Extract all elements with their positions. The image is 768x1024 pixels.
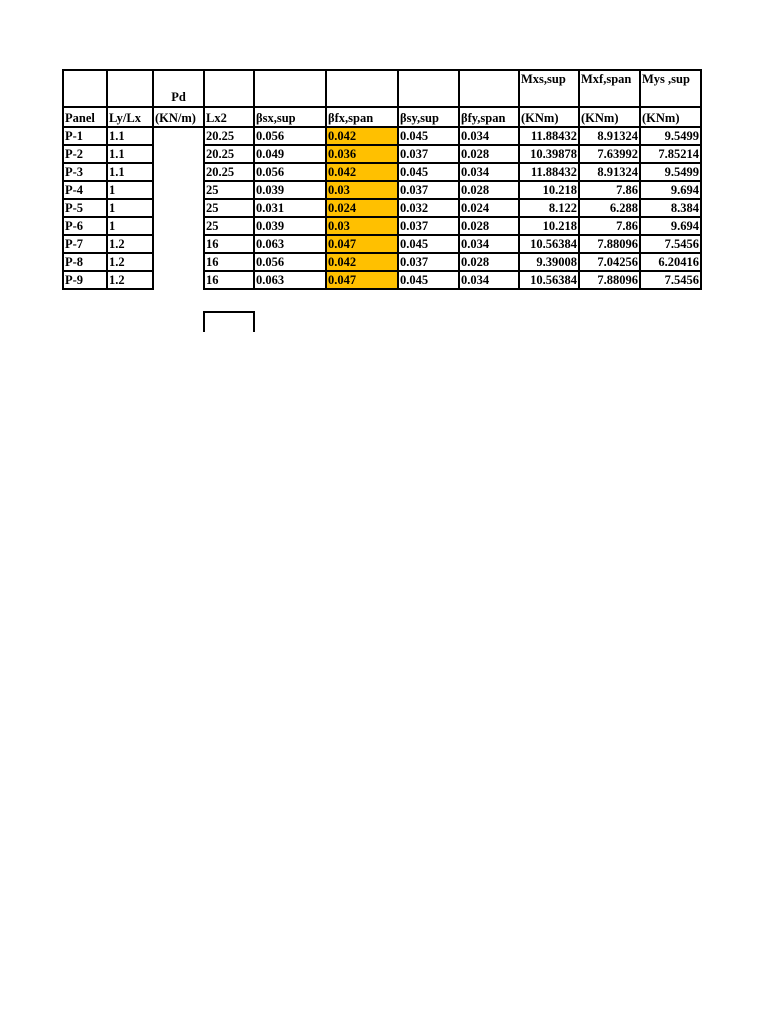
cell-bsx-sup: 0.039 — [254, 181, 326, 199]
cell-pd — [153, 253, 204, 271]
cell-bsy-sup: 0.045 — [398, 163, 459, 181]
cell-bfy-span: 0.028 — [459, 181, 519, 199]
cell-bsx-sup: 0.056 — [254, 253, 326, 271]
header-cell-empty — [254, 70, 326, 107]
cell-bfy-span: 0.034 — [459, 163, 519, 181]
cell-mxs-sup: 10.218 — [519, 217, 579, 235]
header-mxf-span: Mxf,span — [579, 70, 640, 107]
cell-ly-lx: 1 — [107, 181, 153, 199]
cell-mxs-sup: 11.88432 — [519, 163, 579, 181]
cell-bsy-sup: 0.045 — [398, 127, 459, 145]
cell-bsy-sup: 0.037 — [398, 181, 459, 199]
header-cell-empty — [107, 70, 153, 107]
cell-bfy-span: 0.024 — [459, 199, 519, 217]
table-row — [63, 163, 701, 181]
cell-panel: P-8 — [63, 253, 107, 271]
cell-mxf-span: 7.04256 — [579, 253, 640, 271]
cell-bsx-sup: 0.056 — [254, 163, 326, 181]
cell-panel: P-4 — [63, 181, 107, 199]
cell-pd — [153, 217, 204, 235]
table-row — [63, 271, 701, 289]
cell-mys-sup: 7.5456 — [640, 235, 701, 253]
cell-panel: P-3 — [63, 163, 107, 181]
cell-mxs-sup: 9.39008 — [519, 253, 579, 271]
cell-mxf-span: 6.288 — [579, 199, 640, 217]
header-mxf-unit: (KNm) — [579, 107, 640, 127]
cell-bsx-sup: 0.039 — [254, 217, 326, 235]
cell-bfx-span: 0.047 — [326, 235, 398, 253]
cell-pd — [153, 235, 204, 253]
cell-lx2: 20.25 — [204, 163, 254, 181]
cell-bfy-span: 0.028 — [459, 145, 519, 163]
cell-mxf-span: 7.88096 — [579, 235, 640, 253]
cell-bfx-span: 0.047 — [326, 271, 398, 289]
cell-bsy-sup: 0.045 — [398, 235, 459, 253]
cell-mxs-sup: 10.56384 — [519, 235, 579, 253]
cell-bfy-span: 0.028 — [459, 217, 519, 235]
header-mys-sup: Mys ,sup — [640, 70, 701, 107]
header-cell-empty — [63, 70, 107, 107]
cell-pd — [153, 271, 204, 289]
cell-mys-sup: 9.5499 — [640, 163, 701, 181]
cell-mxs-sup: 10.56384 — [519, 271, 579, 289]
cell-lx2: 20.25 — [204, 145, 254, 163]
cell-ly-lx: 1 — [107, 217, 153, 235]
cell-bsy-sup: 0.045 — [398, 271, 459, 289]
header-mxs-sup: Mxs,sup — [519, 70, 579, 107]
cell-lx2: 25 — [204, 181, 254, 199]
header-bfy-span: βfy,span — [459, 107, 519, 127]
table-body — [63, 70, 701, 289]
cell-pd — [153, 199, 204, 217]
cell-pd — [153, 181, 204, 199]
cell-mys-sup: 7.5456 — [640, 271, 701, 289]
cell-mys-sup: 6.20416 — [640, 253, 701, 271]
table-row — [63, 235, 701, 253]
cell-ly-lx: 1.2 — [107, 271, 153, 289]
cell-panel: P-9 — [63, 271, 107, 289]
cell-mxs-sup: 8.122 — [519, 199, 579, 217]
cell-mxf-span: 8.91324 — [579, 163, 640, 181]
cell-mxs-sup: 10.39878 — [519, 145, 579, 163]
header-bfx-span: βfx,span — [326, 107, 398, 127]
header-cell-empty — [459, 70, 519, 107]
cell-mys-sup: 7.85214 — [640, 145, 701, 163]
header-cell-empty — [326, 70, 398, 107]
header-pd: Pd — [153, 70, 204, 107]
header-ly-lx: Ly/Lx — [107, 107, 153, 127]
cell-pd — [153, 127, 204, 145]
cell-mxf-span: 7.86 — [579, 181, 640, 199]
table-row — [63, 199, 701, 217]
cell-bfx-span: 0.03 — [326, 217, 398, 235]
header-row-top — [63, 70, 701, 107]
cell-mxf-span: 7.88096 — [579, 271, 640, 289]
header-bsx-sup: βsx,sup — [254, 107, 326, 127]
cell-mxf-span: 7.63992 — [579, 145, 640, 163]
cell-ly-lx: 1 — [107, 199, 153, 217]
cell-lx2: 16 — [204, 271, 254, 289]
cell-lx2: 16 — [204, 253, 254, 271]
header-mxs-unit: (KNm) — [519, 107, 579, 127]
cell-lx2: 20.25 — [204, 127, 254, 145]
cell-ly-lx: 1.2 — [107, 253, 153, 271]
header-mys-unit: (KNm) — [640, 107, 701, 127]
cell-bsy-sup: 0.037 — [398, 253, 459, 271]
cell-bfx-span: 0.042 — [326, 127, 398, 145]
cell-ly-lx: 1.1 — [107, 127, 153, 145]
table-row — [63, 253, 701, 271]
cell-ly-lx: 1.1 — [107, 163, 153, 181]
cell-panel: P-2 — [63, 145, 107, 163]
cell-panel: P-6 — [63, 217, 107, 235]
cell-panel: P-5 — [63, 199, 107, 217]
moment-table — [62, 69, 702, 290]
header-bsy-sup: βsy,sup — [398, 107, 459, 127]
cell-ly-lx: 1.2 — [107, 235, 153, 253]
cell-bfx-span: 0.036 — [326, 145, 398, 163]
cell-bsx-sup: 0.063 — [254, 271, 326, 289]
table-row — [63, 127, 701, 145]
header-pd-unit: (KN/m) — [153, 107, 204, 127]
cell-bsx-sup: 0.063 — [254, 235, 326, 253]
cell-bfy-span: 0.034 — [459, 127, 519, 145]
cell-panel: P-1 — [63, 127, 107, 145]
cell-bsx-sup: 0.056 — [254, 127, 326, 145]
cell-lx2: 16 — [204, 235, 254, 253]
cell-lx2: 25 — [204, 217, 254, 235]
cell-bfx-span: 0.03 — [326, 181, 398, 199]
cell-mxs-sup: 10.218 — [519, 181, 579, 199]
table-row — [63, 181, 701, 199]
cell-mys-sup: 9.694 — [640, 181, 701, 199]
cell-mys-sup: 8.384 — [640, 199, 701, 217]
header-cell-empty — [398, 70, 459, 107]
cell-bfy-span: 0.028 — [459, 253, 519, 271]
cell-bsx-sup: 0.031 — [254, 199, 326, 217]
cell-bsx-sup: 0.049 — [254, 145, 326, 163]
cell-ly-lx: 1.1 — [107, 145, 153, 163]
header-lx2: Lx2 — [204, 107, 254, 127]
header-cell-empty — [204, 70, 254, 107]
cell-bfx-span: 0.042 — [326, 163, 398, 181]
lx2-column-continuation — [203, 311, 255, 332]
cell-pd — [153, 163, 204, 181]
header-row — [63, 107, 701, 127]
cell-bsy-sup: 0.032 — [398, 199, 459, 217]
cell-mxf-span: 7.86 — [579, 217, 640, 235]
cell-bfx-span: 0.042 — [326, 253, 398, 271]
cell-mys-sup: 9.5499 — [640, 127, 701, 145]
cell-bsy-sup: 0.037 — [398, 145, 459, 163]
cell-mxs-sup: 11.88432 — [519, 127, 579, 145]
cell-lx2: 25 — [204, 199, 254, 217]
cell-bsy-sup: 0.037 — [398, 217, 459, 235]
header-panel: Panel — [63, 107, 107, 127]
cell-panel: P-7 — [63, 235, 107, 253]
cell-pd — [153, 145, 204, 163]
cell-bfy-span: 0.034 — [459, 271, 519, 289]
cell-bfx-span: 0.024 — [326, 199, 398, 217]
cell-mxf-span: 8.91324 — [579, 127, 640, 145]
table-row — [63, 145, 701, 163]
table-row — [63, 217, 701, 235]
cell-bfy-span: 0.034 — [459, 235, 519, 253]
cell-mys-sup: 9.694 — [640, 217, 701, 235]
